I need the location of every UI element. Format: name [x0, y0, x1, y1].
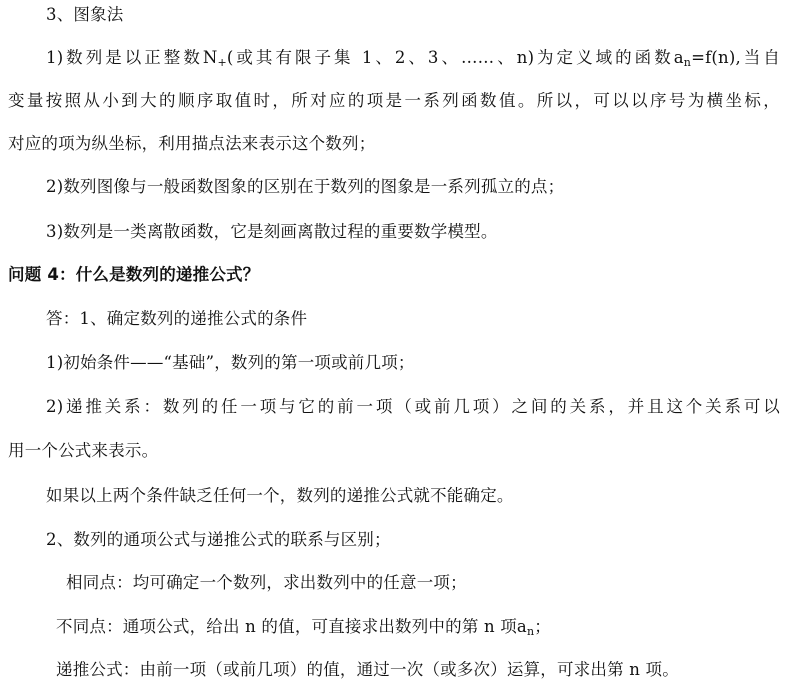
- paragraph-line-2: [46, 47, 780, 69]
- subscript-n-2: n: [526, 625, 535, 638]
- paragraph-line-4: [8, 133, 375, 155]
- condition-recurrence: [46, 396, 780, 418]
- text-l16: 递推公式：由前一项（或前几项）的值，通过一次（或多次）运算，可求出第 n 项。: [56, 660, 679, 679]
- text-l12: 如果以上两个条件缺乏任何一个，数列的递推公式就不能确定。: [46, 486, 514, 505]
- text-l1: 3、图象法: [46, 5, 124, 24]
- text-l8: 答：1、确定数列的递推公式的条件: [46, 309, 308, 328]
- text-l15-post: ；: [534, 617, 551, 636]
- recurrence-formula-line: [56, 659, 679, 681]
- text-l2-mid: (或其有限子集 1、2、3、……、n)为定义域的函数a: [226, 48, 684, 67]
- difference-line: [56, 616, 551, 638]
- text-l2-pre: 1)数列是以正整数N: [46, 48, 218, 67]
- subscript-plus: +: [217, 56, 227, 69]
- text-l4: 对应的项为纵坐标，利用描点法来表示这个数列；: [8, 134, 376, 153]
- text-l10: 2)递推关系：数列的任一项与它的前一项（或前几项）之间的关系，并且这个关系可以: [46, 397, 780, 416]
- section-relation-heading: [46, 529, 391, 551]
- condition-summary: [46, 485, 514, 507]
- text-l3: 变量按照从小到大的顺序取值时，所对应的项是一系列函数值。所以，可以以序号为横坐标，: [8, 91, 780, 110]
- text-l15-pre: 不同点：通项公式，给出 n 的值，可直接求出数列中的第 n 项a: [56, 617, 527, 636]
- text-l5: 2)数列图像与一般函数图象的区别在于数列的图象是一系列孤立的点；: [46, 177, 565, 196]
- paragraph-line-3: [8, 90, 780, 112]
- condition-initial: [46, 352, 415, 374]
- similarity-line: [66, 572, 467, 594]
- question-4-heading: [8, 264, 259, 286]
- answer-line-1: [46, 308, 307, 330]
- section-heading-graph-method: [46, 4, 124, 26]
- text-l14: 相同点：均可确定一个数列，求出数列中的任意一项；: [66, 573, 467, 592]
- text-l13: 2、数列的通项公式与递推公式的联系与区别；: [46, 530, 391, 549]
- text-l11: 用一个公式来表示。: [8, 441, 159, 460]
- paragraph-line-6: [46, 221, 498, 243]
- paragraph-line-5: [46, 176, 564, 198]
- text-l6: 3)数列是一类离散函数，它是刻画离散过程的重要数学模型。: [46, 222, 498, 241]
- text-l7: 问题 4：什么是数列的递推公式？: [8, 265, 260, 284]
- text-l9: 1)初始条件——“基础”，数列的第一项或前几项；: [46, 353, 415, 372]
- text-l2-post: =f(n),当自: [691, 48, 780, 67]
- condition-recurrence-cont: [8, 440, 158, 462]
- subscript-n: n: [683, 56, 692, 69]
